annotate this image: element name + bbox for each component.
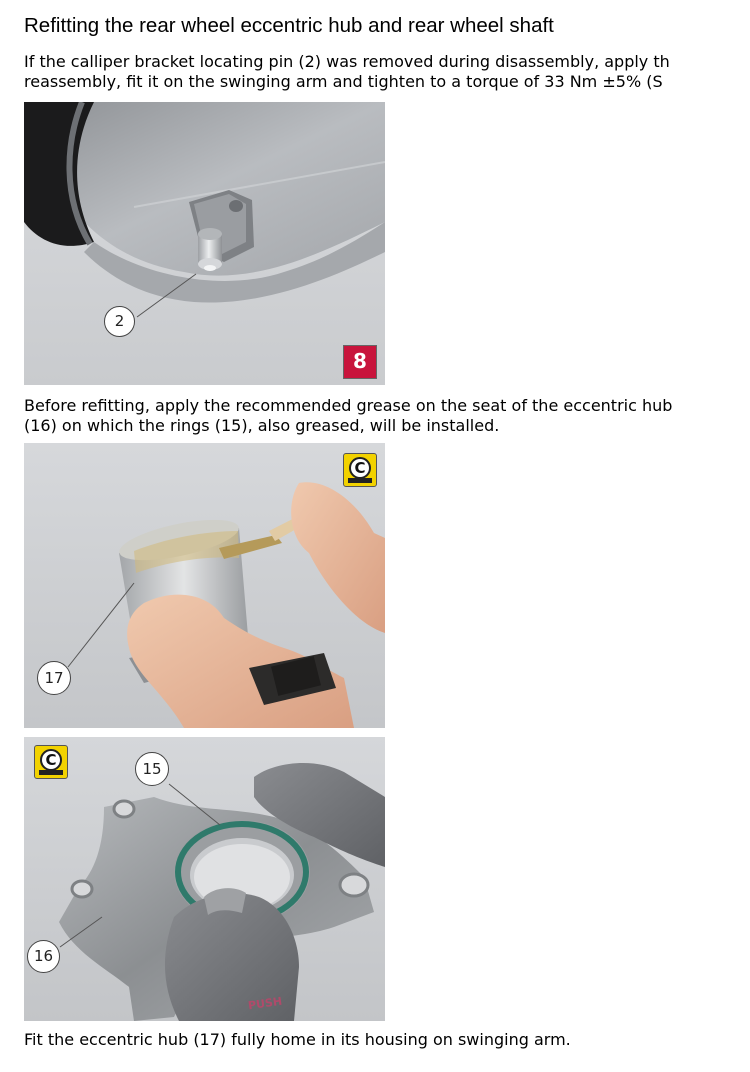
torque-tool-icon bbox=[343, 345, 377, 379]
callout-number: 2 bbox=[114, 312, 125, 330]
callout-15 bbox=[135, 752, 169, 786]
hub-flange-illustration bbox=[24, 737, 385, 1021]
badge-glyph: C bbox=[354, 459, 366, 477]
paragraph-line: (16) on which the rings (15), also greased, will be installed. bbox=[24, 416, 500, 435]
badge-band bbox=[39, 770, 63, 775]
badge-band bbox=[348, 478, 372, 483]
grease-icon bbox=[34, 745, 68, 779]
swinging-arm-illustration bbox=[24, 102, 385, 385]
paragraph-line: If the calliper bracket locating pin (2) was removed during disassembly, apply th bbox=[24, 52, 670, 71]
figure-greasing-eccentric-hub bbox=[24, 443, 385, 728]
paragraph-line: Before refitting, apply the recommended grease on the seat of the eccentric hub bbox=[24, 396, 673, 415]
callout-16 bbox=[27, 940, 60, 973]
paragraph-fit-hub bbox=[24, 1030, 571, 1050]
paragraph-line: reassembly, fit it on the swinging arm and tighten to a torque of 33 Nm ±5% (S bbox=[24, 72, 663, 91]
part-print: PUSH bbox=[247, 994, 283, 1013]
callout-17 bbox=[37, 661, 71, 695]
paragraph-grease-seat bbox=[24, 396, 672, 436]
manual-page bbox=[24, 0, 750, 1072]
grease-icon bbox=[343, 453, 377, 487]
badge-glyph: C bbox=[45, 751, 57, 769]
callout-number: 15 bbox=[142, 760, 162, 778]
callout-number: 16 bbox=[33, 947, 54, 965]
callout-2 bbox=[104, 306, 135, 337]
paragraph-line: Fit the eccentric hub (17) fully home in its housing on swinging arm. bbox=[24, 1030, 571, 1049]
figure-calliper-bracket-pin bbox=[24, 102, 385, 385]
page-title: Refitting the rear wheel eccentric hub and rear wheel shaft bbox=[24, 14, 554, 37]
callout-number: 17 bbox=[44, 669, 64, 687]
badge-glyph: 8 bbox=[353, 349, 367, 373]
eccentric-hub-illustration bbox=[24, 443, 385, 728]
paragraph-locating-pin bbox=[24, 52, 670, 92]
figure-rings-on-hub bbox=[24, 737, 385, 1021]
